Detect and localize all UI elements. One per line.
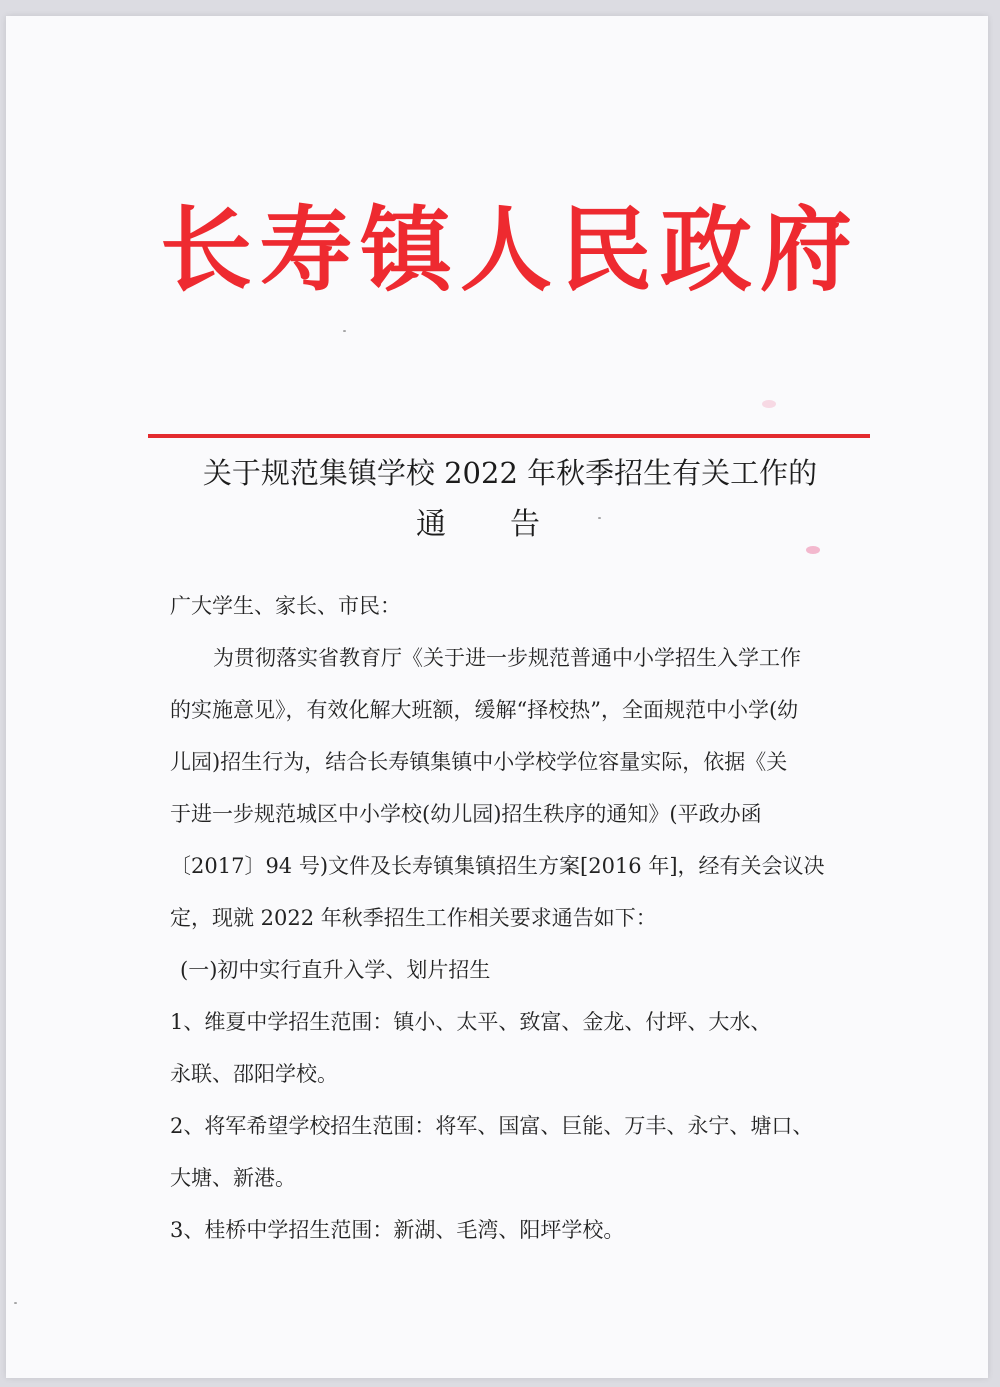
paragraph-line: 儿园)招生行为，结合长寿镇集镇中小学校学位容量实际，依据《关 (170, 750, 788, 774)
list-item: 3、桂桥中学招生范围：新湖、毛湾、阳坪学校。 (170, 1218, 625, 1242)
paragraph-line: 的实施意见》，有效化解大班额，缓解“择校热”，全面规范中小学(幼 (170, 698, 799, 722)
section-heading: (一)初中实行直升入学、划片招生 (180, 958, 491, 982)
list-item: 2、将军希望学校招生范围：将军、国富、巨能、万丰、永宁、塘口、 (170, 1114, 814, 1138)
list-item: 大塘、新港。 (170, 1166, 296, 1190)
salutation: 广大学生、家长、市民： (170, 594, 401, 618)
government-masthead: 长寿镇人民政府 (160, 197, 861, 304)
paragraph-line: 定，现就 2022 年秋季招生工作相关要求通告如下： (170, 906, 657, 930)
ink-smudge (806, 546, 820, 554)
paper-speck (343, 330, 346, 332)
red-divider-line (148, 434, 870, 438)
paragraph-line: 为贯彻落实省教育厅《关于进一步规范普通中小学招生入学工作 (213, 646, 801, 670)
ink-smudge (762, 400, 776, 408)
list-item: 永联、邵阳学校。 (170, 1062, 338, 1086)
notice-title-line1: 关于规范集镇学校 2022 年秋季招生有关工作的 (202, 456, 818, 490)
notice-title-line2: 通告 (416, 507, 604, 542)
paragraph-line: 于进一步规范城区中小学校(幼儿园)招生秩序的通知》(平政办函 (170, 802, 762, 826)
paper-speck (14, 1302, 17, 1304)
paragraph-line: 〔2017〕94 号)文件及长寿镇集镇招生方案[2016 年]，经有关会议决 (170, 854, 825, 878)
paper-speck (598, 517, 601, 519)
list-item: 1、维夏中学招生范围：镇小、太平、致富、金龙、付坪、大水、 (170, 1010, 772, 1034)
